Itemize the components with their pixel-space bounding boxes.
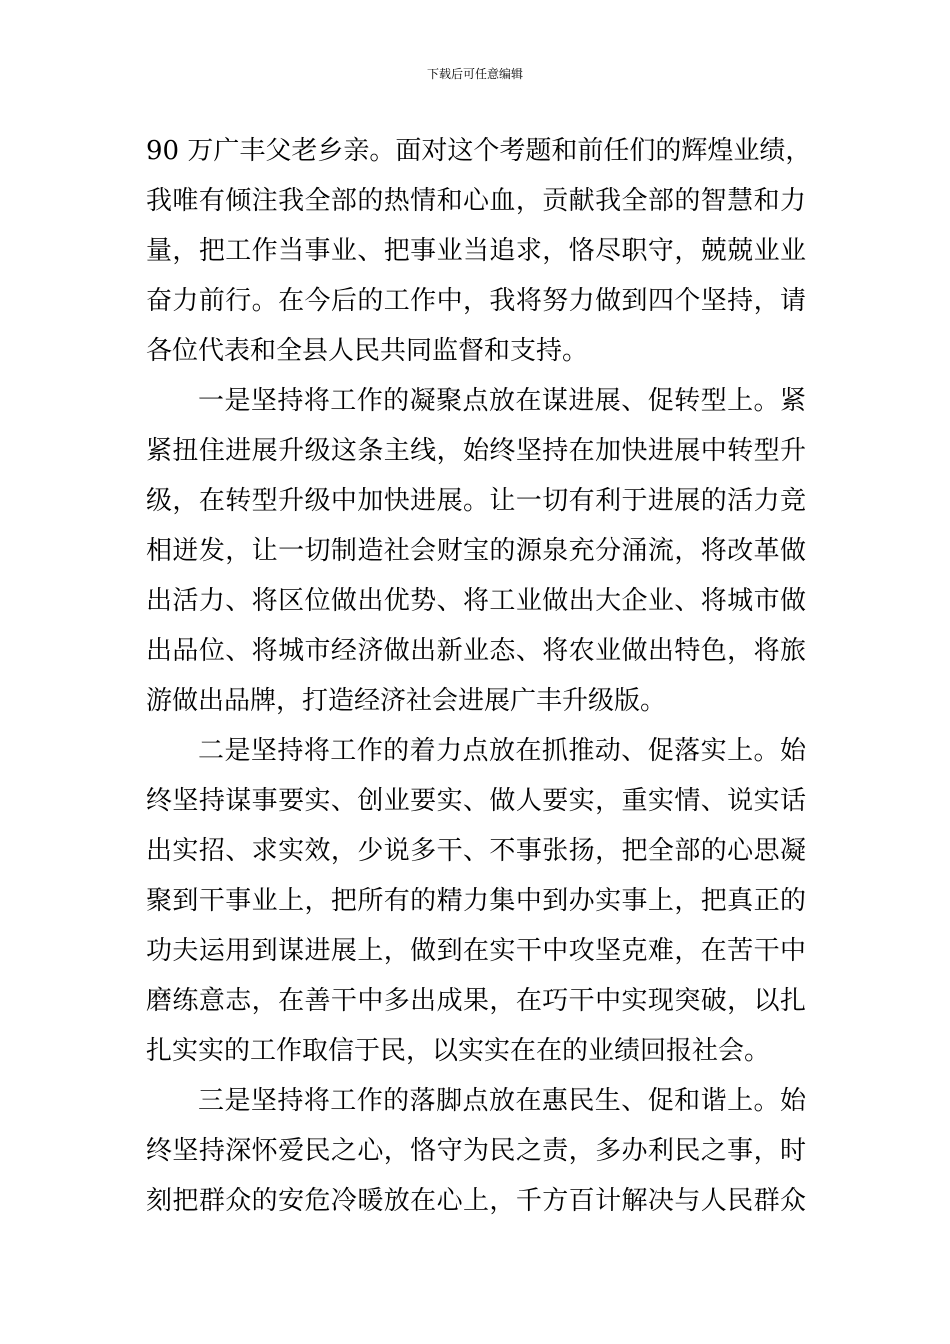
text-line: 量，把工作当事业、把事业当追求，恪尽职守，兢兢业业 [146,236,806,266]
text-line: 紧扭住进展升级这条主线，始终坚持在加快进展中转型升 [146,436,806,466]
text-line: 一是坚持将工作的凝聚点放在谋进展、促转型上。紧 [198,386,806,416]
text-line: 出品位、将城市经济做出新业态、将农业做出特色，将旅 [146,636,806,666]
text-line: 级，在转型升级中加快进展。让一切有利于进展的活力竞 [146,486,806,516]
text-line: 我唯有倾注我全部的热情和心血，贡献我全部的智慧和力 [146,186,806,216]
text-line: 游做出品牌，打造经济社会进展广丰升级版。 [146,686,667,716]
text-line: 功夫运用到谋进展上，做到在实干中攻坚克难，在苦干中 [146,936,806,966]
text-line: 出活力、将区位做出优势、将工业做出大企业、将城市做 [146,586,806,616]
text-line: 相迸发，让一切制造社会财宝的源泉充分涌流，将改革做 [146,536,806,566]
text-line: 终坚持深怀爱民之心，恪守为民之责，多办利民之事，时 [146,1136,806,1166]
text-line: 奋力前行。在今后的工作中，我将努力做到四个坚持，请 [146,286,806,316]
text-line: 各位代表和全县人民共同监督和支持。 [146,336,589,366]
text-line: 刻把群众的安危冷暖放在心上，千方百计解决与人民群众 [146,1186,806,1216]
text-line: 出实招、求实效，少说多干、不事张扬，把全部的心思凝 [146,836,806,866]
page-header: 下载后可任意编辑 [426,67,523,81]
text-line: 90 万广丰父老乡亲。面对这个考题和前任们的辉煌业绩， [146,136,812,166]
text-line: 终坚持谋事要实、创业要实、做人要实，重实情、说实话 [146,786,806,816]
text-line: 二是坚持将工作的着力点放在抓推动、促落实上。始 [198,736,806,766]
text-line: 扎实实的工作取信于民，以实实在在的业绩回报社会。 [146,1036,771,1066]
text-line: 磨练意志，在善干中多出成果，在巧干中实现突破，以扎 [146,986,806,1016]
text-line: 三是坚持将工作的落脚点放在惠民生、促和谐上。始 [198,1086,806,1116]
text-line: 聚到干事业上，把所有的精力集中到办实事上，把真正的 [146,886,806,916]
